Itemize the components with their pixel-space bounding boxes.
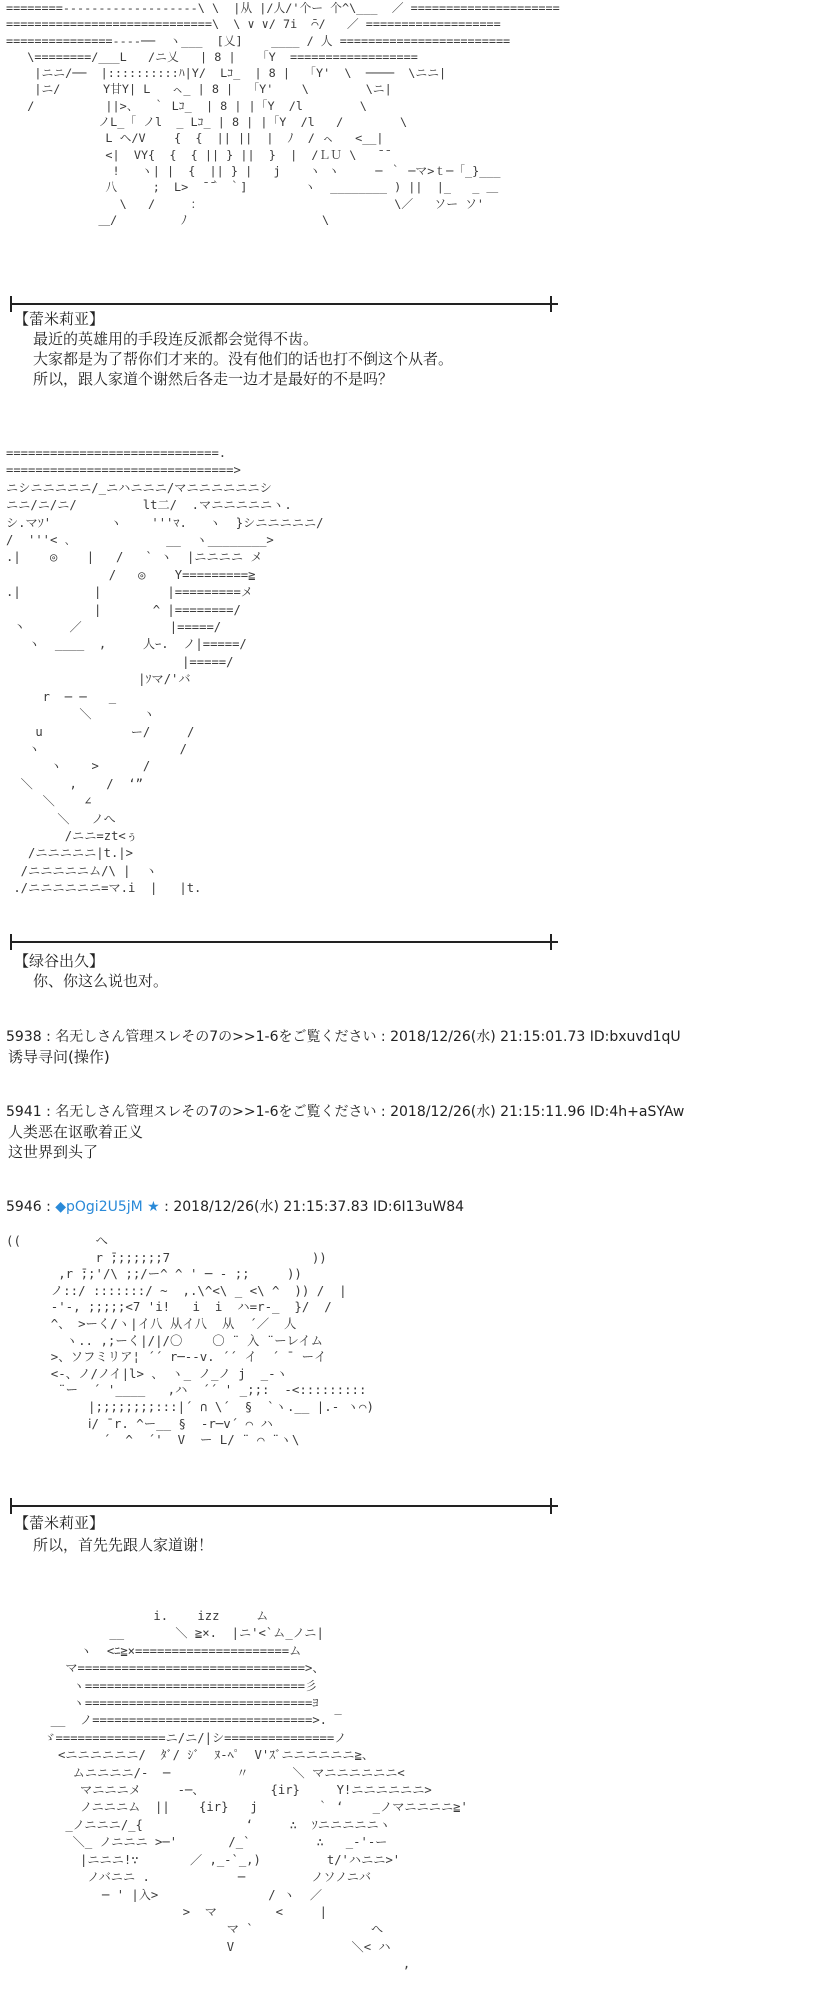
response-meta: : 2018/12/26(水) 21:15:37.83 ID:6I13uW84: [159, 1199, 465, 1215]
scene-divider: [10, 303, 558, 305]
response-header: [6, 1198, 464, 1217]
scene-divider: [10, 1505, 558, 1507]
speaker-label: 【蕾米莉亚】: [14, 1514, 105, 1532]
dialogue-line: 所以，首先先跟人家道谢！: [33, 1536, 214, 1554]
ascii-art-scene-1: ========-------------------\ \ |从 |/人/'个ー 个^\___ ／ ===================== =============================\ \ ∨ ∨/ 7i ̄⌒/ ／ =================== ===============----── ヽ___ [乂] ____ / 人 ======================== \========/___L /ニ乂 | 8 | 「Y ================== |ニニ/── |::::::::::ﾊ|Y/ Lｺ_ | 8 | 「Y' \ ──── \ニニ| |ニ/ Y甘Y| L ㇸ_ | 8 | 「Y' \ \ニ| / ||>、 ｀ Lｺ_ | 8 | |「Y /l \ ノL_「 ノl _ Lｺ_ | 8 | |「Y /l / \ L ヘ/V { { || || | ﾉ / ㇸ <__| <| VY{ { { || } || } | /ＬＵ \ ̄ ̄ ! ヽ| | { || } | j ヽ ヽ ─ ｀ ─マ>ｔ─「_}___ 八 ; L> ̄ ̄｀ ｀] ヽ ________ ) || |_ _ ＿ \ / ： \／ ソー ソ' ＿/ ﾉ \: [6, 1, 560, 227]
ascii-art-scene-2: =============================. ===============================> ニシニニニニニ/_ニハニニニ/マニニニニニニシ ニニ/ニ/ニ/ lt二/ .マニニニニニヽ. シ.マｿ' ヽ '''ﾏ. ヽ }シニニニニニ/ / '''< ､ __ ヽ________> .| ◎ | / ` ヽ |ニニニニ メ / ◎ Y=========≧ .| | |=========メ | ^ |========/ 丶 ／ |=====/ ヽ ____ , 人ｰ. ノ|=====/ |=====/ |ｿマ/'バ r ─ ─ _ ＼ ヽ u ー/ / ヽ / ヽ > / ＼ , / ‘” ＼ ∠ ＼ ノへ /ニニ=zt<ぅ /ニニニニニ|t.|> /ニニニニニム/\ | ヽ ./ニニニニニニ=マ.i | |t.: [6, 446, 324, 896]
response-header: 5941 : 名无しさん管理スレその7の>>1-6をご覧ください : 2018/12/26(水) 21:15:11.96 ID:4h+aSYAw: [6, 1104, 685, 1120]
response-body: 这世界到头了: [8, 1143, 99, 1161]
dialogue-line: 你、你这么说也对。: [33, 972, 169, 990]
ascii-art-scene-4: i. izz ム __ ＼ ≧×. |ニ'<`ム_ノニ| ヽ <ﾆ≧×=====================ム マ===============================>、 ヽ==============================彡 ヽ===============================ﾖ __ ノ==============================>. ‾ ゞ===============ニ/ニ/|シ===============ノ <ニニニニニニ/ ﾀﾞ/ ｼﾞ ﾇ-ﾍﾟ V'ｽﾞニニニニニニ≧、 ムニニニニ/- ─ 〃 ＼ マニニニニニニ< マニニニメ -─、 {ir} Y!ニニニニニニ> ノニニニム || {ir} j ｀ ‘ _ノマニニニニ≧' _ノニニニ/_{ ‘ ∴ ｿニニニニニヽ ＼_ ノニニニ >─' /_` ∴ _-'‐ー |ニニニ!∵ ／ ,_‐`_,) t/'ハニニ>' ノバニニ . ─ ノソノニバ ─ ' |入> / ヽ ／ > マ < | マ ` へ V ＼< ハ ,: [43, 1609, 468, 1972]
response-header: 5938 : 名无しさん管理スレその7の>>1-6をご覧ください : 2018/12/26(水) 21:15:01.73 ID:bxuvd1qU: [6, 1029, 681, 1045]
response-body: 人类恶在讴歌着正义: [8, 1123, 144, 1141]
speaker-label: 【蕾米莉亚】: [14, 310, 105, 328]
response-body: 诱导寻问(操作): [8, 1048, 110, 1066]
dialogue-line: 最近的英雄用的手段连反派都会觉得不齿。: [33, 330, 319, 348]
dialogue-line: 大家都是为了帮你们才来的。没有他们的话也打不倒这个从者。: [33, 350, 454, 368]
ascii-art-scene-3: (( へ r ̄;;;;;;;7 )) ,r ̄;;'/\ ;;/ー^ ^ ' ─ - ;; )) ノ::/ :::::::/ ~ ,.\^<\ _ <\ ^ )) / | -'-, ;;;;;<7 'i! i i ハ=r-_ }/ / ^、 >ーく/ヽ|イ八 从イ八 从 ´／ 人 ヽ.. ,;ーく|/|/〇 〇 ¨ 入 ¨ーレイム >、ソフミリア¦ ´´ r─--v. ´´ イ ´ ¯ ーイ <-、ノ/ノイ|l> 、 ヽ_ ノ_ノ j _-ヽ ¨ー ´ '____ ,ハ ´´ ' _;;: -<::::::::: |;;;;;;;;:::|´ ∩ \´ § `ヽ.__ |.- ヽ⌒) ⅰ/ ̄ r. ^ー__ § -r─v´ ⌒ ハ ´ ^ ´' V ー L/ ¨ ⌒ ¨ヽ\: [6, 1233, 374, 1448]
scene-divider: [10, 941, 558, 943]
speaker-label: 【绿谷出久】: [14, 952, 105, 970]
dialogue-line: 所以，跟人家道个谢然后各走一边才是最好的不是吗？: [33, 370, 394, 388]
author-trip[interactable]: ◆pOgi2U5jM ★: [55, 1199, 160, 1215]
response-number: 5946 :: [6, 1199, 56, 1215]
